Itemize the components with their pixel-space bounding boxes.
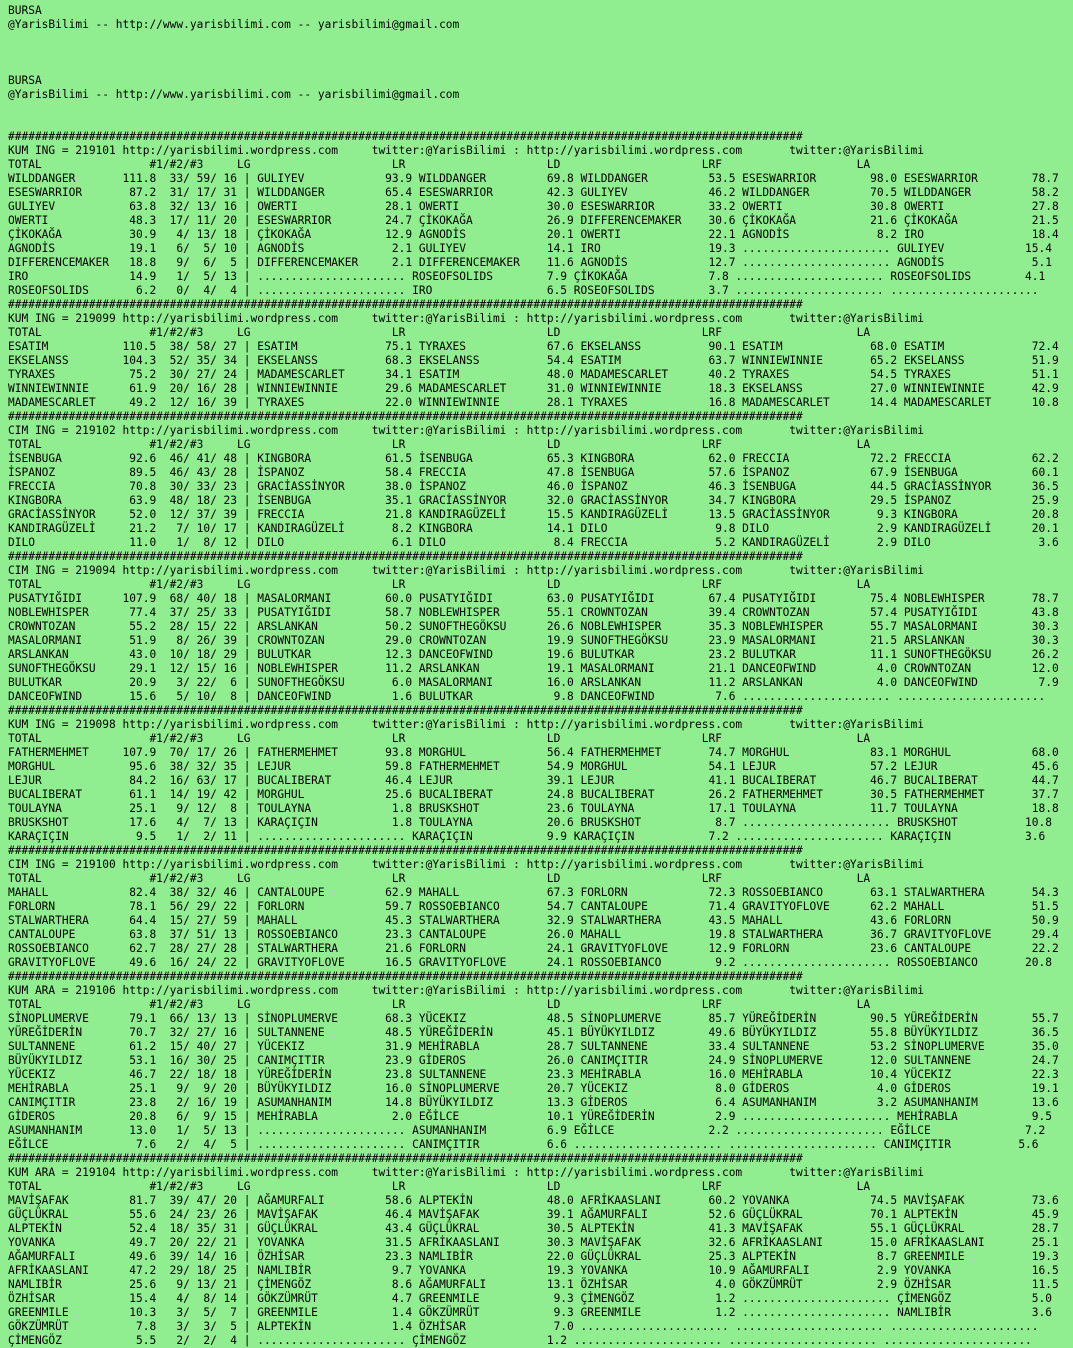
race-row: CANTALOUPE 63.8 37/ 51/ 13 | ROSSOEBIANCO 23.3 CANTALOUPE 26.0 MAHALL 19.8 STALWARTHERA 36.7 GRAVITYOFLOVE 29.4	[8, 928, 1059, 941]
header-contact-repeat: @YarisBilimi -- http://www.yarisbilimi.com -- yarisbilimi@gmail.com	[8, 88, 460, 101]
race-row: GRACİASSİNYOR 52.0 12/ 37/ 39 | FRECCIA 21.8 KANDIRAGÜZELİ 15.5 KANDIRAGÜZELİ 13.5 GRACİASSİNYOR 9.3 KINGBORA 20.8	[8, 508, 1059, 521]
header-city: BURSA	[8, 4, 42, 17]
blank-line	[8, 32, 1073, 46]
race-row: GÜÇLÜKRAL 55.6 24/ 23/ 26 | MAVİŞAFAK 46.4 MAVİŞAFAK 39.1 AĞAMURFALI 52.6 GÜÇLÜKRAL 70.1 ALPTEKİN 45.9	[8, 1208, 1059, 1221]
race-row: BULUTKAR 20.9 3/ 22/ 6 | SUNOFTHEGÖKSU 6.0 MASALORMANI 16.0 ARSLANKAN 11.2 ARSLANKAN 4.0 DANCEOFWIND 7.9	[8, 676, 1059, 689]
race-title: CIM ING = 219102 http://yarisbilimi.wordpress.com twitter:@YarisBilimi : http://yarisbilimi.wordpress.com twitter:@YarisBilimi	[8, 424, 925, 437]
race-row: SUNOFTHEGÖKSU 29.1 12/ 15/ 16 | NOBLEWHISPER 11.2 ARSLANKAN 19.1 MASALORMANI 21.1 DANCEOFWIND 4.0 CROWNTOZAN 12.0	[8, 662, 1059, 675]
race-row: İSPANOZ 89.5 46/ 43/ 28 | İSPANOZ 58.4 FRECCIA 47.8 İSENBUGA 57.6 İSPANOZ 67.9 İSENBUGA 60.1	[8, 466, 1059, 479]
race-title: KUM ARA = 219106 http://yarisbilimi.wordpress.com twitter:@YarisBilimi : http://yarisbilimi.wordpress.com twitter:@YarisBilimi	[8, 984, 925, 997]
race-row: SİNOPLUMERVE 79.1 66/ 13/ 13 | SİNOPLUMERVE 68.3 YÜCEKIZ 48.5 SİNOPLUMERVE 85.7 YÜREĞİDERİN 90.5 YÜREĞİDERİN 55.7	[8, 1012, 1059, 1025]
race-row: BÜYÜKYILDIZ 53.1 16/ 30/ 25 | CANIMÇITIR 23.9 GİDEROS 26.0 CANIMÇITIR 24.9 SİNOPLUMERVE 12.0 SULTANNENE 24.7	[8, 1054, 1059, 1067]
race-row: MORGHUL 95.6 38/ 32/ 35 | LEJUR 59.8 FATHERMEHMET 54.9 MORGHUL 54.1 LEJUR 57.2 LEJUR 45.6	[8, 760, 1059, 773]
race-row: ARSLANKAN 43.0 10/ 18/ 29 | BULUTKAR 12.3 DANCEOFWIND 19.6 BULUTKAR 23.2 BULUTKAR 11.1 SUNOFTHEGÖKSU 26.2	[8, 648, 1059, 661]
race-column-header: TOTAL #1/#2/#3 LG LR LD LRF LA	[8, 578, 871, 591]
race-title: KUM ING = 219099 http://yarisbilimi.wordpress.com twitter:@YarisBilimi : http://yarisbilimi.wordpress.com twitter:@YarisBilimi	[8, 312, 925, 325]
race-row: ROSSOEBIANCO 62.7 28/ 27/ 28 | STALWARTHERA 21.6 FORLORN 24.1 GRAVITYOFLOVE 12.9 FORLORN 23.6 CANTALOUPE 22.2	[8, 942, 1059, 955]
race-title: KUM ING = 219101 http://yarisbilimi.wordpress.com twitter:@YarisBilimi : http://yarisbilimi.wordpress.com twitter:@YarisBilimi	[8, 144, 925, 157]
race-row: GREENMILE 10.3 3/ 5/ 7 | GREENMILE 1.4 GÖKZÜMRÜT 9.3 GREENMILE 1.2 ...................... NAMLIBİR 3.6	[8, 1306, 1052, 1319]
race-row: KARAÇIÇIN 9.5 1/ 2/ 11 | ...................... KARAÇIÇIN 9.9 KARAÇIÇIN 7.2 ...................... KARAÇIÇIN 3.6	[8, 830, 1046, 843]
race-row: ROSEOFSOLIDS 6.2 0/ 4/ 4 | ...................... IRO 6.5 ROSEOFSOLIDS 3.7 ...................... ......................	[8, 284, 1039, 297]
race-row: FRECCIA 70.8 30/ 33/ 23 | GRACİASSİNYOR 38.0 İSPANOZ 46.0 İSPANOZ 46.3 İSENBUGA 44.5 GRACİASSİNYOR 36.5	[8, 480, 1059, 493]
race-separator: ######################################################################################################################	[8, 550, 803, 563]
race-row: MEHİRABLA 25.1 9/ 9/ 20 | BÜYÜKYILDIZ 16.0 SİNOPLUMERVE 20.7 YÜCEKIZ 8.0 GİDEROS 4.0 GİDEROS 19.1	[8, 1082, 1059, 1095]
race-row: ASUMANHANIM 13.0 1/ 5/ 13 | ...................... ASUMANHANIM 6.9 EĞİLCE 2.2 ...................... EĞİLCE 7.2	[8, 1124, 1046, 1137]
race-row: MAVİŞAFAK 81.7 39/ 47/ 20 | AĞAMURFALI 58.6 ALPTEKİN 48.0 AFRİKAASLANI 60.2 YOVANKA 74.5 MAVİŞAFAK 73.6	[8, 1194, 1059, 1207]
race-row: AFRİKAASLANI 47.2 29/ 18/ 25 | NAMLIBİR 9.7 YOVANKA 19.3 YOVANKA 10.9 AĞAMURFALI 2.9 YOVANKA 16.5	[8, 1264, 1059, 1277]
blank-line	[8, 60, 1073, 74]
race-separator: ######################################################################################################################	[8, 298, 803, 311]
race-row: MAHALL 82.4 38/ 32/ 46 | CANTALOUPE 62.9 MAHALL 67.3 FORLORN 72.3 ROSSOEBIANCO 63.1 STALWARTHERA 54.3	[8, 886, 1059, 899]
race-column-header: TOTAL #1/#2/#3 LG LR LD LRF LA	[8, 998, 871, 1011]
race-title: KUM ARA = 219104 http://yarisbilimi.wordpress.com twitter:@YarisBilimi : http://yarisbilimi.wordpress.com twitter:@YarisBilimi	[8, 1166, 925, 1179]
race-title: CIM ING = 219094 http://yarisbilimi.wordpress.com twitter:@YarisBilimi : http://yarisbilimi.wordpress.com twitter:@YarisBilimi	[8, 564, 925, 577]
race-row: MADAMESCARLET 49.2 12/ 16/ 39 | TYRAXES 22.0 WINNIEWINNIE 28.1 TYRAXES 16.8 MADAMESCARLET 14.4 MADAMESCARLET 10.8	[8, 396, 1059, 409]
race-row: NOBLEWHISPER 77.4 37/ 25/ 33 | PUSATYIĞIDI 58.7 NOBLEWHISPER 55.1 CROWNTOZAN 39.4 CROWNTOZAN 57.4 PUSATYIĞIDI 43.8	[8, 606, 1059, 619]
race-row: ÇİKOKAĞA 30.9 4/ 13/ 18 | ÇİKOKAĞA 12.9 AGNODİS 20.1 OWERTI 22.1 AGNODİS 8.2 IRO 18.4	[8, 228, 1059, 241]
race-row: SULTANNENE 61.2 15/ 40/ 27 | YÜCEKIZ 31.9 MEHİRABLA 28.7 SULTANNENE 33.4 SULTANNENE 53.2 SİNOPLUMERVE 35.0	[8, 1040, 1059, 1053]
race-row: TOULAYNA 25.1 9/ 12/ 8 | TOULAYNA 1.8 BRUSKSHOT 23.6 TOULAYNA 17.1 TOULAYNA 11.7 TOULAYNA 18.8	[8, 802, 1059, 815]
race-row: ESESWARRIOR 87.2 31/ 17/ 31 | WILDDANGER 65.4 ESESWARRIOR 42.3 GULIYEV 46.2 WILDDANGER 70.5 WILDDANGER 58.2	[8, 186, 1059, 199]
race-row: ALPTEKİN 52.4 18/ 35/ 31 | GÜÇLÜKRAL 43.4 GÜÇLÜKRAL 30.5 ALPTEKİN 41.3 MAVİŞAFAK 55.1 GÜÇLÜKRAL 28.7	[8, 1222, 1059, 1235]
race-row: IRO 14.9 1/ 5/ 13 | ...................... ROSEOFSOLIDS 7.9 ÇİKOKAĞA 7.8 ...................... ROSEOFSOLIDS 4.1	[8, 270, 1046, 283]
race-row: YÜCEKIZ 46.7 22/ 18/ 18 | YÜREĞİDERİN 23.8 SULTANNENE 23.3 MEHİRABLA 16.0 MEHİRABLA 10.4 YÜCEKIZ 22.3	[8, 1068, 1059, 1081]
race-row: STALWARTHERA 64.4 15/ 27/ 59 | MAHALL 45.3 STALWARTHERA 32.9 STALWARTHERA 43.5 MAHALL 43.6 FORLORN 50.9	[8, 914, 1059, 927]
race-row: OWERTI 48.3 17/ 11/ 20 | ESESWARRIOR 24.7 ÇİKOKAĞA 26.9 DIFFERENCEMAKER 30.6 ÇİKOKAĞA 21.6 ÇİKOKAĞA 21.5	[8, 214, 1059, 227]
race-row: GULIYEV 63.8 32/ 13/ 16 | OWERTI 28.1 OWERTI 30.0 ESESWARRIOR 33.2 OWERTI 30.8 OWERTI 27.8	[8, 200, 1059, 213]
race-row: AGNODİS 19.1 6/ 5/ 10 | AGNODİS 2.1 GULIYEV 14.1 IRO 19.3 ...................... GULIYEV 15.4	[8, 242, 1052, 255]
race-row: BRUSKSHOT 17.6 4/ 7/ 13 | KARAÇIÇIN 1.8 TOULAYNA 20.6 BRUSKSHOT 8.7 ...................... BRUSKSHOT 10.8	[8, 816, 1052, 829]
race-row: FATHERMEHMET 107.9 70/ 17/ 26 | FATHERMEHMET 93.8 MORGHUL 56.4 FATHERMEHMET 74.7 MORGHUL 83.1 MORGHUL 68.0	[8, 746, 1059, 759]
race-separator: ######################################################################################################################	[8, 410, 803, 423]
race-row: EKSELANSS 104.3 52/ 35/ 34 | EKSELANSS 68.3 EKSELANSS 54.4 ESATIM 63.7 WINNIEWINNIE 65.2 EKSELANSS 51.9	[8, 354, 1059, 367]
race-separator: ######################################################################################################################	[8, 1152, 803, 1165]
race-row: GRAVITYOFLOVE 49.6 16/ 24/ 22 | GRAVITYOFLOVE 16.5 GRAVITYOFLOVE 24.1 ROSSOEBIANCO 9.2 ...................... ROSSOEBIANCO 20.8	[8, 956, 1052, 969]
race-row: WINNIEWINNIE 61.9 20/ 16/ 28 | WINNIEWINNIE 29.6 MADAMESCARLET 31.0 WINNIEWINNIE 18.3 EKSELANSS 27.0 WINNIEWINNIE 42.9	[8, 382, 1059, 395]
race-title: KUM ING = 219098 http://yarisbilimi.wordpress.com twitter:@YarisBilimi : http://yarisbilimi.wordpress.com twitter:@YarisBilimi	[8, 718, 925, 731]
race-row: ÖZHİSAR 15.4 4/ 8/ 14 | GÖKZÜMRÜT 4.7 GREENMILE 9.3 ÇİMENGÖZ 1.2 ...................... ÇİMENGÖZ 5.0	[8, 1292, 1052, 1305]
race-row: GİDEROS 20.8 6/ 9/ 15 | MEHİRABLA 2.0 EĞİLCE 10.1 YÜREĞİDERİN 2.9 ...................... MEHİRABLA 9.5	[8, 1110, 1052, 1123]
race-row: NAMLIBİR 25.6 9/ 13/ 21 | ÇİMENGÖZ 8.6 AĞAMURFALI 13.1 ÖZHİSAR 4.0 GÖKZÜMRÜT 2.9 ÖZHİSAR 11.5	[8, 1278, 1059, 1291]
race-row: CROWNTOZAN 55.2 28/ 15/ 22 | ARSLANKAN 50.2 SUNOFTHEGÖKSU 26.6 NOBLEWHISPER 35.3 NOBLEWHISPER 55.7 MASALORMANI 30.3	[8, 620, 1059, 633]
race-column-header: TOTAL #1/#2/#3 LG LR LD LRF LA	[8, 158, 871, 171]
race-row: DANCEOFWIND 15.6 5/ 10/ 8 | DANCEOFWIND 1.6 BULUTKAR 9.8 DANCEOFWIND 7.6 ...................... ......................	[8, 690, 1046, 703]
race-column-header: TOTAL #1/#2/#3 LG LR LD LRF LA	[8, 872, 871, 885]
race-separator: ######################################################################################################################	[8, 970, 803, 983]
header-city-repeat: BURSA	[8, 74, 42, 87]
race-row: TYRAXES 75.2 30/ 27/ 24 | MADAMESCARLET 34.1 ESATIM 48.0 MADAMESCARLET 40.2 TYRAXES 54.5 TYRAXES 51.1	[8, 368, 1059, 381]
race-separator: ######################################################################################################################	[8, 130, 803, 143]
race-row: PUSATYIĞIDI 107.9 68/ 40/ 18 | MASALORMANI 60.0 PUSATYIĞIDI 63.0 PUSATYIĞIDI 67.4 PUSATYIĞIDI 75.4 NOBLEWHISPER 78.7	[8, 592, 1059, 605]
race-separator: ######################################################################################################################	[8, 704, 803, 717]
race-column-header: TOTAL #1/#2/#3 LG LR LD LRF LA	[8, 438, 871, 451]
race-title: CIM ING = 219100 http://yarisbilimi.wordpress.com twitter:@YarisBilimi : http://yarisbilimi.wordpress.com twitter:@YarisBilimi	[8, 858, 925, 871]
race-column-header: TOTAL #1/#2/#3 LG LR LD LRF LA	[8, 732, 871, 745]
race-row: KINGBORA 63.9 48/ 18/ 23 | İSENBUGA 35.1 GRACİASSİNYOR 32.0 GRACİASSİNYOR 34.7 KINGBORA 29.5 İSPANOZ 25.9	[8, 494, 1059, 507]
race-row: MASALORMANI 51.9 8/ 26/ 39 | CROWNTOZAN 29.0 CROWNTOZAN 19.9 SUNOFTHEGÖKSU 23.9 MASALORMANI 21.5 ARSLANKAN 30.3	[8, 634, 1059, 647]
blank-line	[8, 116, 1073, 130]
race-row: BUCALIBERAT 61.1 14/ 19/ 42 | MORGHUL 25.6 BUCALIBERAT 24.8 BUCALIBERAT 26.2 FATHERMEHMET 30.5 FATHERMEHMET 37.7	[8, 788, 1059, 801]
race-row: ESATIM 110.5 38/ 58/ 27 | ESATIM 75.1 TYRAXES 67.6 EKSELANSS 90.1 ESATIM 68.0 ESATIM 72.4	[8, 340, 1059, 353]
race-column-header: TOTAL #1/#2/#3 LG LR LD LRF LA	[8, 326, 871, 339]
race-separator: ######################################################################################################################	[8, 844, 803, 857]
race-row: CANIMÇITIR 23.8 2/ 16/ 19 | ASUMANHANIM 14.8 BÜYÜKYILDIZ 13.3 GİDEROS 6.4 ASUMANHANIM 3.2 ASUMANHANIM 13.6	[8, 1096, 1059, 1109]
race-row: GÖKZÜMRÜT 7.8 3/ 3/ 5 | ALPTEKİN 1.4 ÖZHİSAR 7.0 ...................... ...................... ......................	[8, 1320, 1039, 1333]
race-column-header: TOTAL #1/#2/#3 LG LR LD LRF LA	[8, 1180, 871, 1193]
race-row: AĞAMURFALI 49.6 39/ 14/ 16 | ÖZHİSAR 23.3 NAMLIBİR 22.0 GÜÇLÜKRAL 25.3 ALPTEKİN 8.7 GREENMILE 19.3	[8, 1250, 1059, 1263]
blank-line	[8, 46, 1073, 60]
blank-line	[8, 102, 1073, 116]
race-row: YOVANKA 49.7 20/ 22/ 21 | YOVANKA 31.5 AFRİKAASLANI 30.3 MAVİŞAFAK 32.6 AFRİKAASLANI 15.0 AFRİKAASLANI 25.1	[8, 1236, 1059, 1249]
race-row: FORLORN 78.1 56/ 29/ 22 | FORLORN 59.7 ROSSOEBIANCO 54.7 CANTALOUPE 71.4 GRAVITYOFLOVE 62.2 MAHALL 51.5	[8, 900, 1059, 913]
race-row: İSENBUGA 92.6 46/ 41/ 48 | KINGBORA 61.5 İSENBUGA 65.3 KINGBORA 62.0 FRECCIA 72.2 FRECCIA 62.2	[8, 452, 1059, 465]
header-contact: @YarisBilimi -- http://www.yarisbilimi.com -- yarisbilimi@gmail.com	[8, 18, 460, 31]
race-row: EĞİLCE 7.6 2/ 4/ 5 | ...................... CANIMÇITIR 6.6 ...................... ...................... CANIMÇITIR 5.6	[8, 1138, 1039, 1151]
race-row: LEJUR 84.2 16/ 63/ 17 | BUCALIBERAT 46.4 LEJUR 39.1 LEJUR 41.1 BUCALIBERAT 46.7 BUCALIBERAT 44.7	[8, 774, 1059, 787]
race-row: WILDDANGER 111.8 33/ 59/ 16 | GULIYEV 93.9 WILDDANGER 69.8 WILDDANGER 53.5 ESESWARRIOR 98.0 ESESWARRIOR 78.7	[8, 172, 1059, 185]
race-row: DIFFERENCEMAKER 18.8 9/ 6/ 5 | DIFFERENCEMAKER 2.1 DIFFERENCEMAKER 11.6 AGNODİS 12.7 ...................... AGNODİS 5.1	[8, 256, 1052, 269]
race-row: ÇİMENGÖZ 5.5 2/ 2/ 4 | ...................... ÇİMENGÖZ 1.2 ...................... ...................... ......................	[8, 1334, 1032, 1347]
race-row: YÜREĞİDERİN 70.7 32/ 27/ 16 | SULTANNENE 48.5 YÜREĞİDERİN 45.1 BÜYÜKYILDIZ 49.6 BÜYÜKYILDIZ 55.8 BÜYÜKYILDIZ 36.5	[8, 1026, 1059, 1039]
race-row: KANDIRAGÜZELİ 21.2 7/ 10/ 17 | KANDIRAGÜZELİ 8.2 KINGBORA 14.1 DILO 9.8 DILO 2.9 KANDIRAGÜZELİ 20.1	[8, 522, 1059, 535]
race-row: DILO 11.0 1/ 8/ 12 | DILO 6.1 DILO 8.4 FRECCIA 5.2 KANDIRAGÜZELİ 2.9 DILO 3.6	[8, 536, 1059, 549]
